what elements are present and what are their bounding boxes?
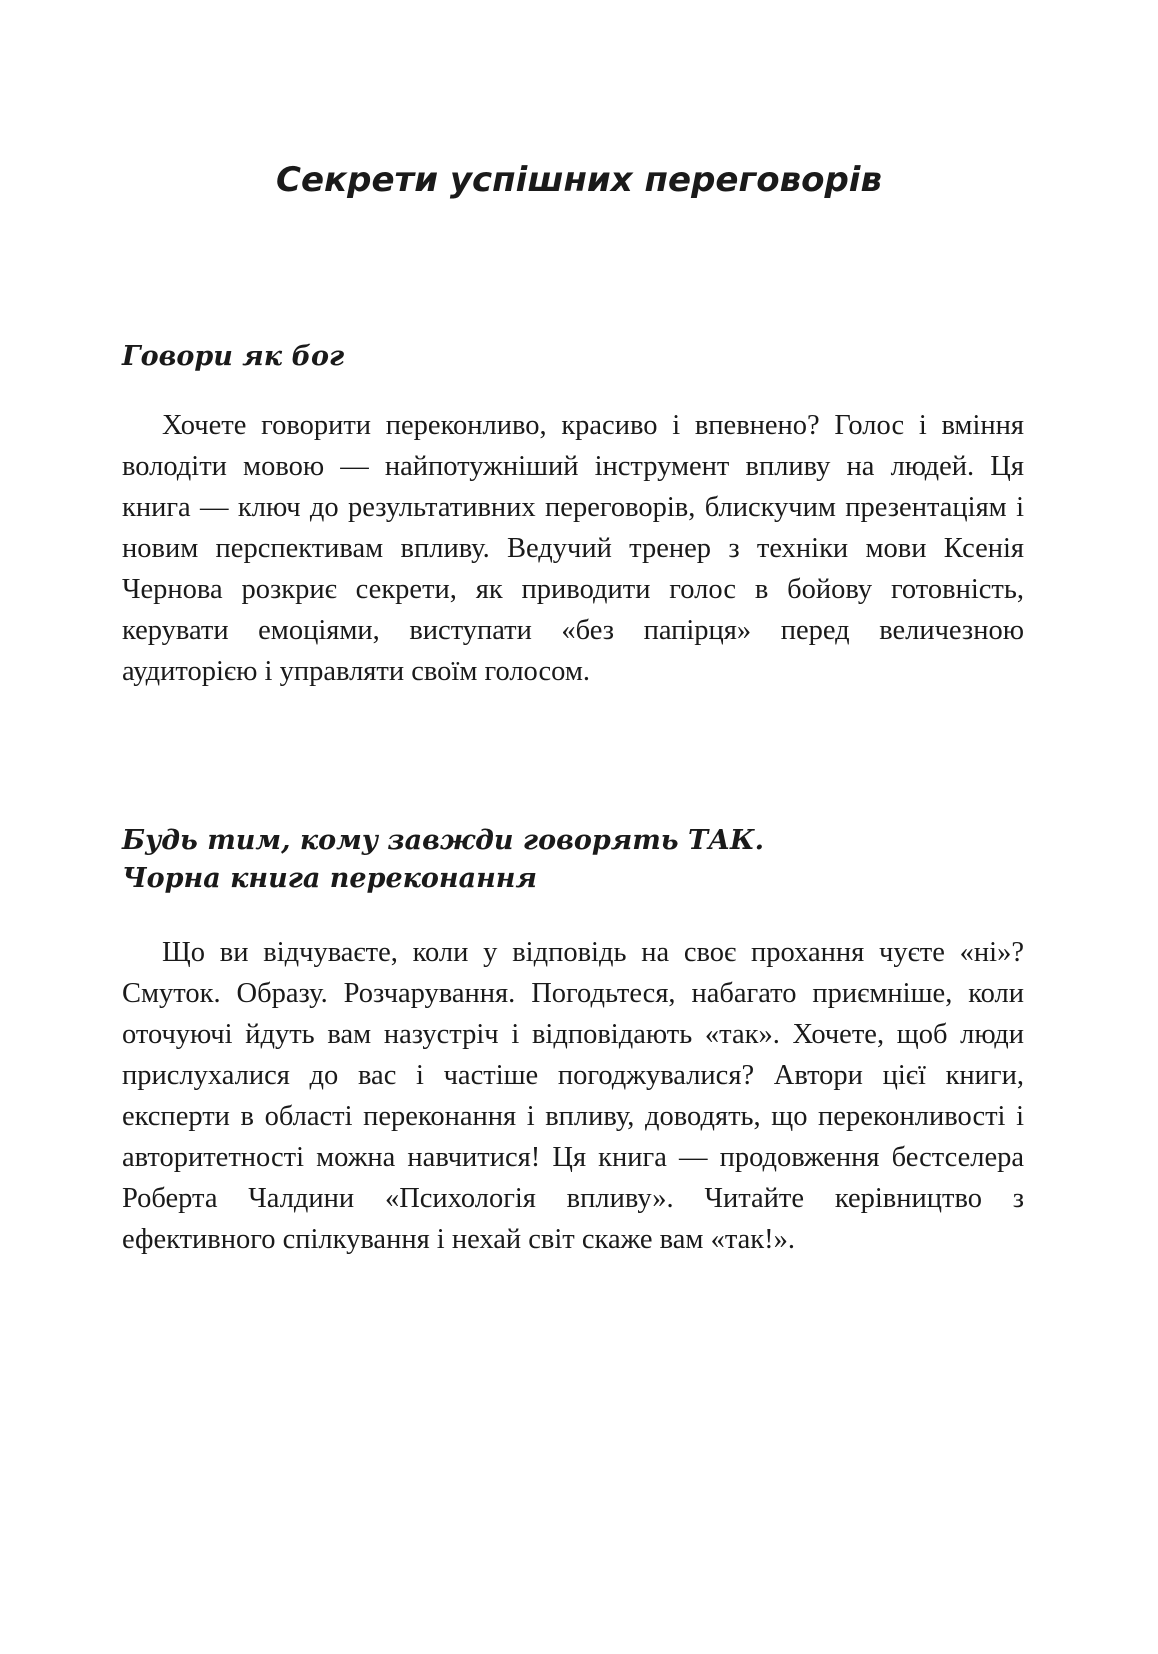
section-title	[122, 338, 1024, 376]
section-title-line: Говори як бог	[122, 341, 345, 372]
page-title: Секрети успішних переговорів	[276, 160, 882, 200]
book-section-2	[122, 822, 1024, 1260]
section-body: Що ви відчуваєте, коли у відповідь на своє прохання чуєте «ні»? Смуток. Образу. Розчарування. Погодьтеся, набагато приємніше, коли оточуючі йдуть вам назустріч і відповідають «так». Хочете, щоб люди прислухалися до вас і частіше погоджувалися? Автори цієї книги, експерти в області переконання і впливу, доводять, що переконливості і авторитетності можна навчитися! Ця книга — продовження бестселера Роберта Чалдини «Психологія впливу». Читайте керівництво з ефективного спілкування і нехай світ скаже вам «так!».	[122, 937, 1024, 1255]
section-title-line: Будь тим, кому завжди говорять ТАК.	[122, 825, 765, 856]
section-title	[122, 822, 1024, 898]
book-section-1	[122, 338, 1024, 692]
section-title-line: Чорна книга переконання	[122, 863, 537, 894]
section-body: Хочете говорити переконливо, красиво і впевнено? Голос і вміння володіти мовою — найпотужніший інструмент впливу на людей. Ця книга — ключ до результативних переговорів, блискучим презентаціям і новим перспективам впливу. Ведучий тренер з техніки мови Ксенія Чернова розкриє секрети, як приводити голос в бойову готовність, керувати емоціями, виступати «без папірця» перед величезною аудиторією і управляти своїм голосом.	[122, 410, 1024, 687]
